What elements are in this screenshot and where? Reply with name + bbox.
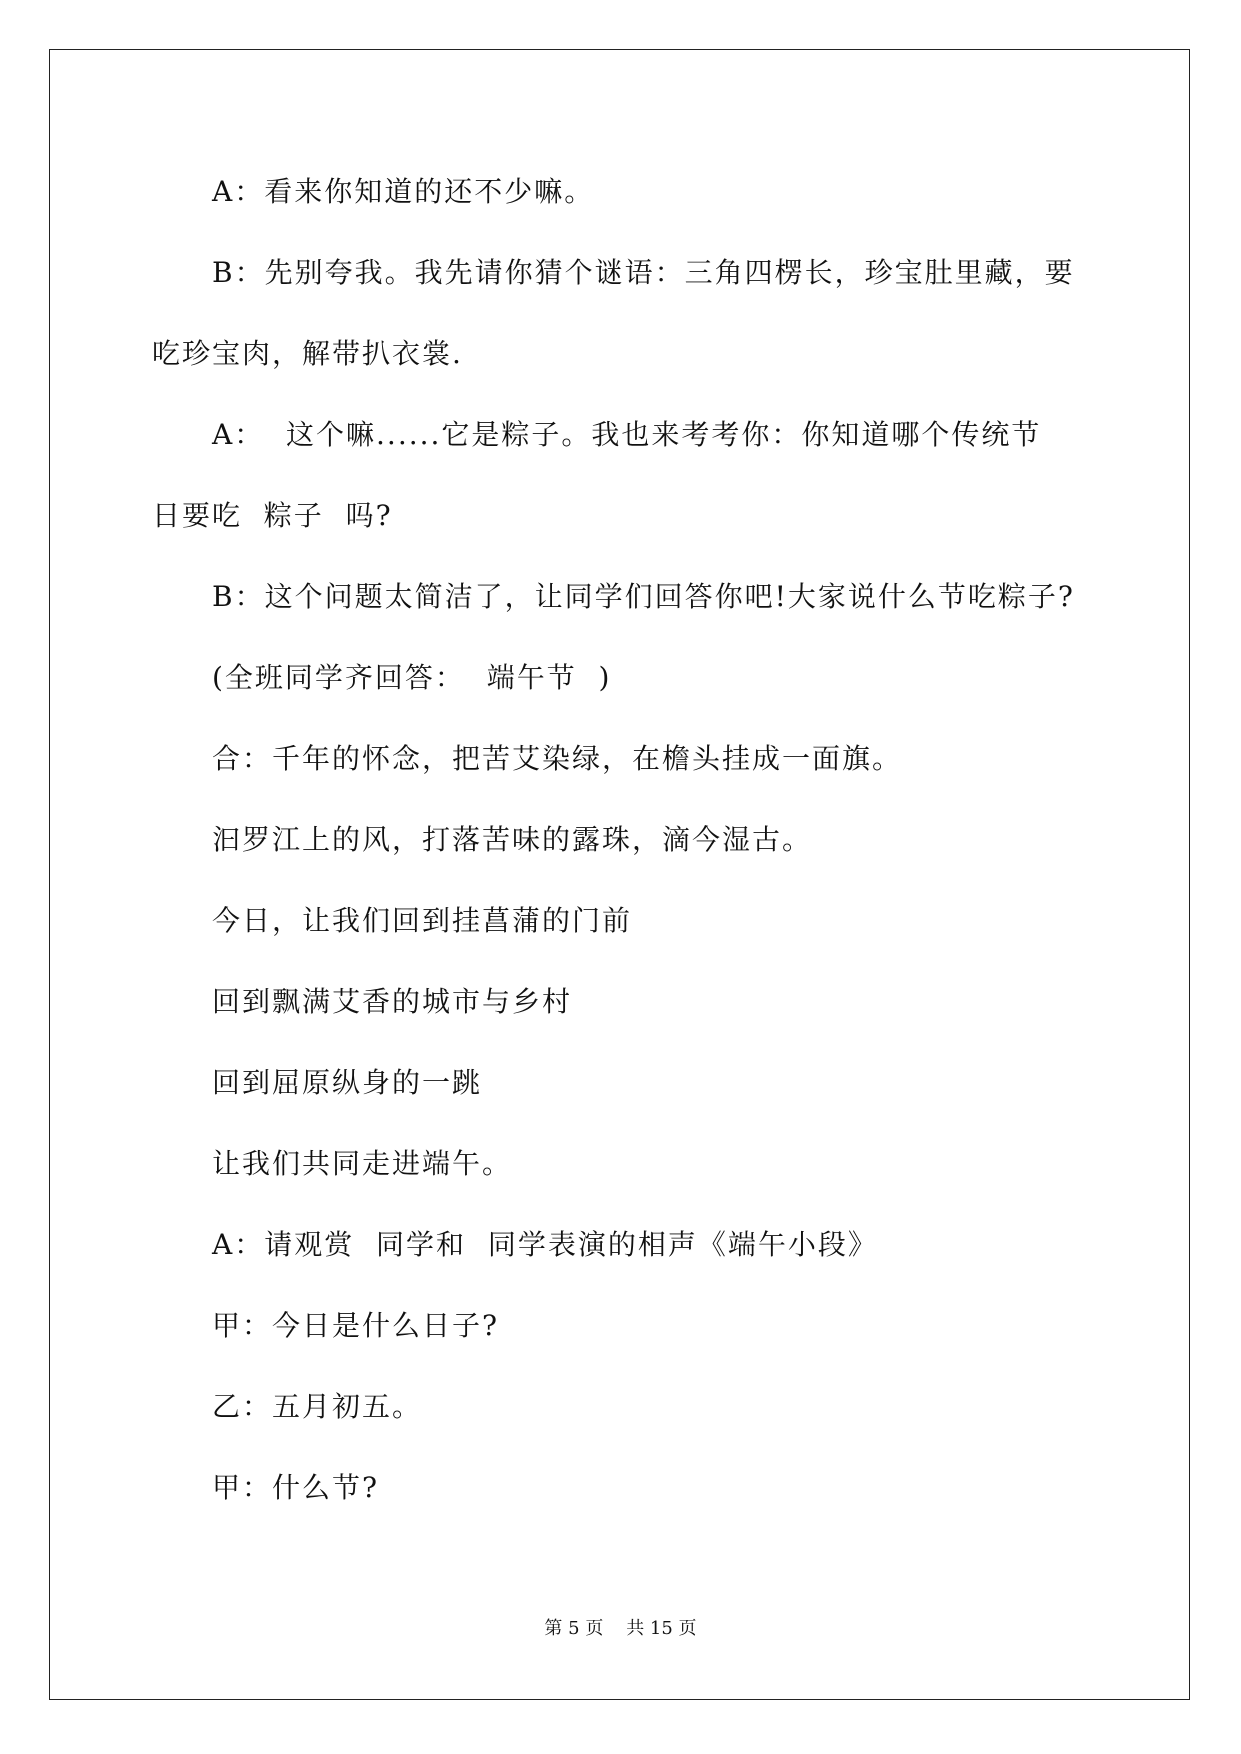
paragraph-12: A：请观赏 同学和 同学表演的相声《端午小段》 — [212, 1228, 878, 1261]
paragraph-13: 甲：今日是什么日子? — [212, 1309, 500, 1342]
paragraph-1: A：看来你知道的还不少嘛。 — [212, 175, 595, 208]
paragraph-4: B：这个问题太简洁了，让同学们回答你吧!大家说什么节吃粽子? — [212, 580, 1075, 613]
paragraph-15: 甲：什么节? — [212, 1471, 380, 1504]
paragraph-2: B：先别夸我。我先请你猜个谜语：三角四楞长，珍宝肚里藏，要 — [212, 256, 1075, 289]
paragraph-14: 乙：五月初五。 — [212, 1390, 423, 1423]
paragraph-11: 让我们共同走进端午。 — [212, 1147, 513, 1180]
page-border — [49, 49, 1190, 1700]
page-number: 第 5 页 共 15 页 — [544, 1618, 697, 1639]
paragraph-3: A： 这个嘛......它是粽子。我也来考考你：你知道哪个传统节 — [212, 418, 1042, 451]
paragraph-5: (全班同学齐回答： 端午节 ) — [212, 661, 612, 694]
paragraph-10: 回到屈原纵身的一跳 — [212, 1066, 483, 1099]
paragraph-7: 汩罗江上的风，打落苦味的露珠，滴今湿古。 — [212, 823, 813, 856]
paragraph-2-continued: 吃珍宝肉，解带扒衣裳. — [152, 337, 463, 370]
paragraph-3-continued: 日要吃 粽子 吗? — [152, 499, 393, 532]
paragraph-6: 合：千年的怀念，把苦艾染绿，在檐头挂成一面旗。 — [212, 742, 903, 775]
paragraph-9: 回到飘满艾香的城市与乡村 — [212, 985, 573, 1018]
paragraph-8: 今日，让我们回到挂菖蒲的门前 — [212, 904, 633, 937]
